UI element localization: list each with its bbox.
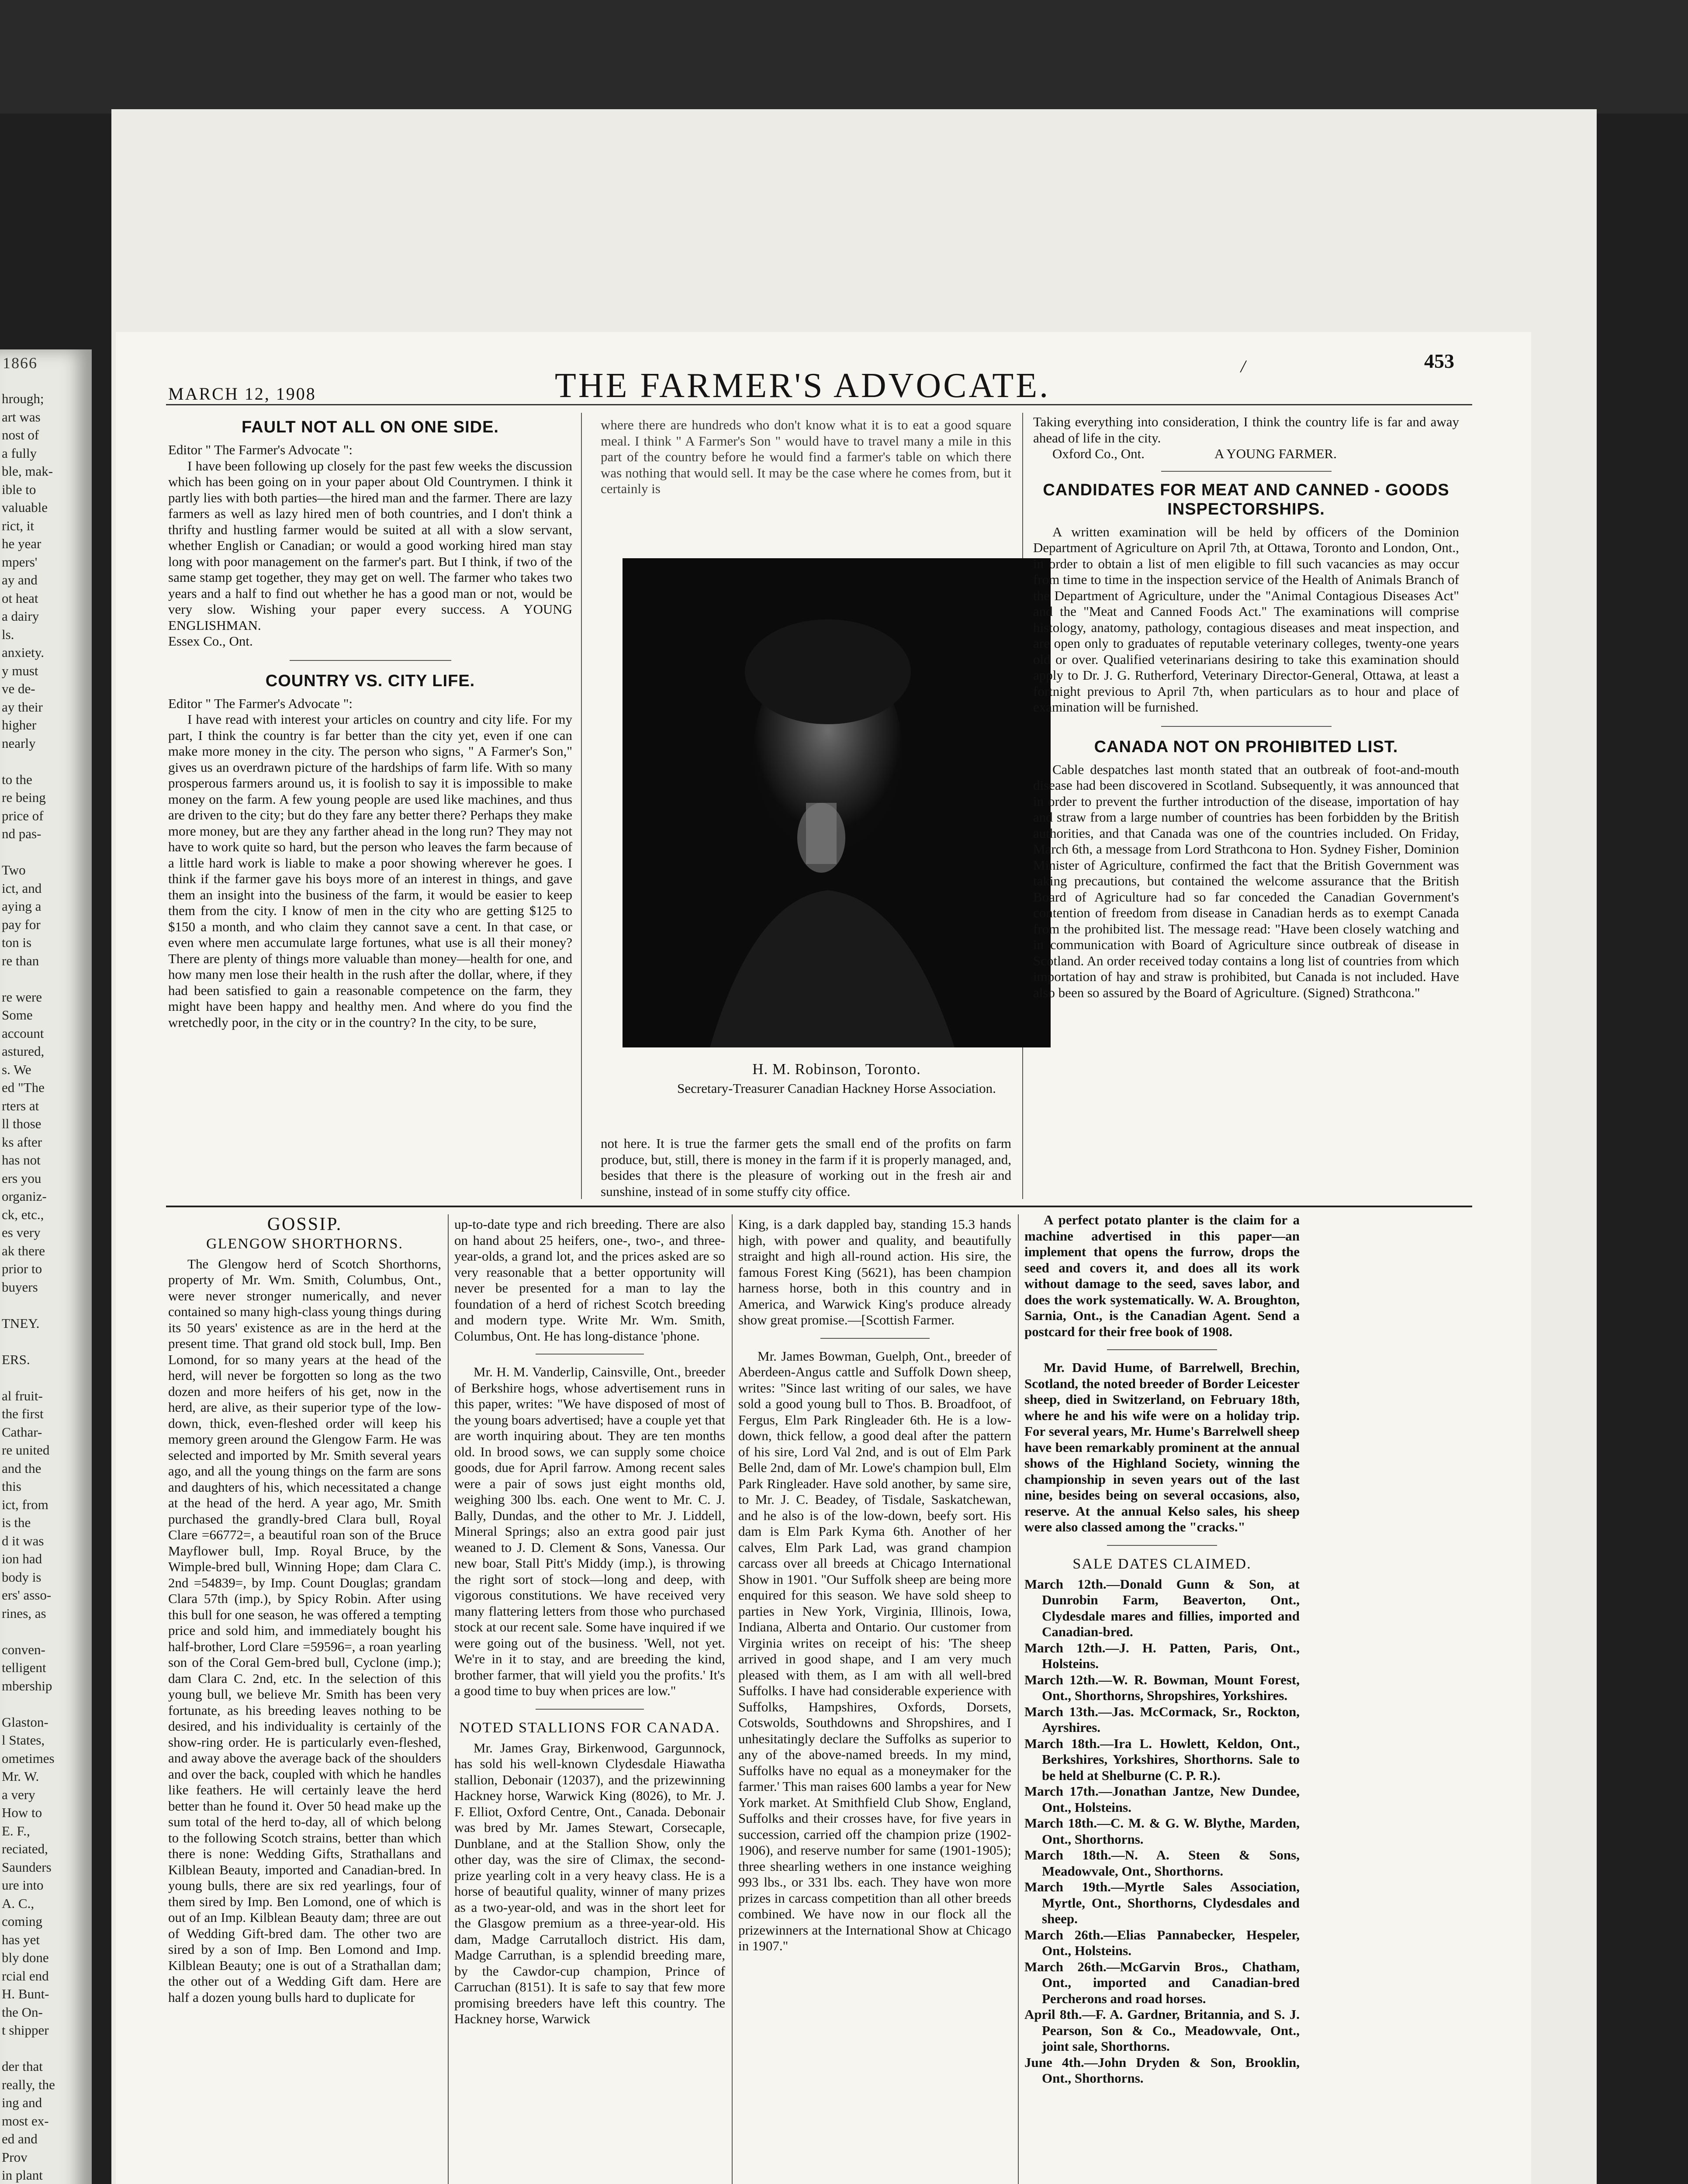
signoff-location: Oxford Co., Ont. [1052,446,1145,461]
previous-page-line [0,1368,92,1387]
previous-page-line: he year [2,536,42,551]
previous-page-line: der that [2,2059,43,2074]
sale-date-item: March 13th.—Jas. McCormack, Sr., Rockton, Ayrshires. [1024,1704,1300,1735]
previous-page-line: higher [2,717,37,733]
previous-page-line: ion had [2,1551,42,1566]
photo-caption-title: Secretary-Treasurer Canadian Hackney Horse Association. [677,1081,996,1096]
column-3-top [1033,414,1459,1001]
previous-page-line: bly done [2,1950,49,1965]
portrait-photo [623,558,1051,1047]
article-title-country: COUNTRY VS. CITY LIFE. [265,671,475,690]
previous-page-line: nd pas- [2,826,42,841]
previous-page-line: ure into [2,1877,44,1893]
column-rule [581,413,582,1199]
article-body: Cable despatches last month stated that an outbreak of foot-and-mouth disease had been discovered in Scotland. Subsequently, it was announced that in order to prevent the further introduction of the disease, importation of hay and straw from a large number of countries has been forbidden by the British authorities, and that Canada was one of the countries included. On Friday, March 6th, a message from Lord Strathcona to Hon. Sydney Fisher, Dominion Minister of Agriculture, confirmed the fact that the British Government was taking precautions, but contained the welcome assurance that the British Board of Agriculture had so far conceded the Canadian Government's contention of freedom from disease in Canadian herds as to exempt Canada from the prohibited list. The message read: "Have been closely watching and in communication with Board of Agriculture since outbreak of disease in Scotland. An order received today contains a long list of countries from which importation of hay and straw is prohibited, but Canada is not included. Have also been so assured by the Board of Agriculture. (Signed) Strathcona." [1033,761,1459,1000]
previous-page-line: mpers' [2,554,38,570]
gossip-body: Mr. David Hume, of Barrelwell, Brechin, Scotland, the noted breeder of Border Leicester sheep, died in Switzerland, on February 18th, where he and his wife were on a holiday trip. For several years, Mr. Hume's Barrelwell sheep have been remarkably prominent at the annual shows of the Highland Society, winning the championship in seven years out of the last nine, besides being on several occasions, also, reserve. At the annual Kelso sales, his sheep were also classed among the "cracks." [1024,1360,1300,1534]
article-conclusion: Taking everything into consideration, I think the country life is far and away ahead of life in the city. [1033,414,1459,446]
article-signoff [1033,446,1459,462]
gossip-body: Mr. H. M. Vanderlip, Cainsville, Ont., breeder of Berkshire hogs, whose advertisement runs in this paper, writes: "We have disposed of most of the young boars advertised; have a couple yet that are worth inquiring about. They are ten months old. In brood sows, we can supply some choice goods, due for April farrow. Among recent sales were a pair of sows just eight months old, weighing 300 lbs. each. One went to Mr. C. J. Bally, Dundas, and the other to Mr. J. Liddell, Mineral Springs; also an extra good pair just weaned to J. D. Clement & Sons, Vanessa. Our new boar, Stall Pitt's Middy (imp.), is throwing the right sort of stock—long and deep, with vigorous constitutions. We have received very many flattering letters from those who purchased stock at our recent sale. Some have inquired if we were going out of the business. 'Well, not yet. We're in it to stay, and are breeding the kind, brother farmer, that will yield you the profits.' It's a good time to buy when prices are low." [454,1364,725,1698]
divider [1107,1349,1217,1350]
divider [536,1709,644,1710]
previous-page-line: rict, it [2,518,35,533]
sale-date-item: March 18th.—N. A. Steen & Sons, Meadowvale, Ont., Shorthorns. [1024,1847,1300,1879]
sale-date-item: March 17th.—Jonathan Jantze, New Dundee, Ont., Holsteins. [1024,1783,1300,1815]
sale-date-item: March 26th.—McGarvin Bros., Chatham, Ont., imported and Canadian-bred Percherons and road horses. [1024,1959,1300,2006]
previous-page-line: nost of [2,427,39,442]
previous-page-line: ak there [2,1243,45,1258]
header-rule [166,404,1472,405]
divider [820,1338,930,1339]
previous-page-line: mbership [2,1678,52,1693]
sales-list [1024,1576,1300,2087]
previous-page-number: 1866 [3,354,38,372]
gossip-body: Mr. James Gray, Birkenwood, Gargunnock, has sold his well-known Clydesdale Hiawatha stallion, Debonair (12037), and the prizewinning Hackney horse, Warwick King (8026), to Mr. J. F. Elliot, Oxford Centre, Ont., Canada. Debonair was bred by Mr. James Stewart, Corsecaple, Dunblane, and at the Stallion Show, only the other day, was the sire of Climax, the second-prize yearling colt in a very heavy class. He is a horse of beautiful quality, winner of many prizes as a two-year-old, and was in the short leet for the Glasgow premium as a three-year-old. His dam, Madge Carrutalloch district. His dam, Madge Carruthan, is a splendid breeding mare, by the Cawdor-cup champion, Prince of Carruchan (8151). It is safe to say that few more promising breeders have left this country. The Hackney horse, Warwick [454,1740,725,2026]
sale-date-item: March 12th.—W. R. Bowman, Mount Forest, Ont., Shorthorns, Shropshires, Yorkshires. [1024,1672,1300,1703]
previous-page-line: A. C., [2,1895,35,1911]
gossip-body: A perfect potato planter is the claim for a machine advertised in this paper—an implement that opens the furrow, drops the seed and covers it, and does all its work without damage to the seed, saves labor, and does the work systematically. W. A. Broughton, Sarnia, Ont., is the Canadian Agent. Send a postcard for their free book of 1908. [1024,1212,1300,1339]
previous-page-line: a fully [2,445,37,461]
sales-title: SALE DATES CLAIMED. [1072,1555,1252,1572]
column-rule [1018,1214,1019,2184]
previous-page-line: ible to [2,481,36,497]
previous-page-line [0,1296,92,1314]
previous-page-line: ict, and [2,880,42,896]
previous-page-line [0,1622,92,1641]
salutation: Editor " The Farmer's Advocate ": [168,442,353,457]
gossip-body: Mr. James Bowman, Guelph, Ont., breeder of Aberdeen-Angus cattle and Suffolk Down sheep, writes: "Since last writing of our sales, we have sold a good young bull to Thos. B. Broadfoot, of Fergus, Elm Park Ringleader 6th. He is a low-down, thick fellow, a good deal after the pattern of his sire, Lord Val 2nd, and is out of Elm Park Belle 2nd, dam of Mr. Lowe's champion bull, Elm Park Ringleader. Have sold another, by same sire, to Mr. J. C. Beadey, of Tisdale, Saskatchewan, and he also is of the low-down, beefy sort. His dam is Elm Park Kyma 6th. Another of her calves, Elm Park Lad, was grand champion carcass over all breeds at Chicago International Show in 1901. "Our Suffolk sheep are being more enquired for this season. We have sold sheep to parties in New York, Virginia, Illinois, Iowa, Indiana, Alberta and Ontario. Our customer from Virginia writes on receipt of his: 'The sheep arrived in good shape, and I am very much pleased with them, as I am with all well-bred Suffolks. I have had considerable experience with Suffolks, Hampshires, Oxfords, Dorsets, Cotswolds, Southdowns and Shropshires, and I unhesitatingly declare the Suffolks as superior to any of the above-named breeds. In my mind, Suffolks have no equal as a moneymaker for the farmer.' This man raises 600 lambs a year for New York market. At Smithfield Club Show, England, Suffolks and their crosses have, for five years in succession, carried off the champion prize (1902-1906), and reserve number for same (1901-1905); three shearling wethers in one instance weighing 993 lbs., or 331 lbs. each. They have won more prizes in carcass competition than all other breeds combined. We have now in our flock all the prizewinners at the International Show at Chicago in 1907." [738,1348,1011,1953]
previous-page-line: ERS. [2,1351,30,1367]
previous-page-line: in plant [2,2167,43,2183]
previous-page-line: Saunders [2,1859,52,1875]
previous-page-line: ks after [2,1134,42,1150]
previous-page-line: rines, as [2,1605,46,1621]
previous-page-line: s. We [2,1061,31,1077]
previous-page-line: aying a [2,898,42,914]
sale-date-item: June 4th.—John Dryden & Son, Brooklin, Ont., Shorthorns. [1024,2054,1300,2086]
previous-page-line: es very [2,1225,41,1240]
previous-page-line: Mr. W. [2,1769,39,1784]
article-title-candidates: CANDIDATES FOR MEAT AND CANNED - GOODS INSPECTORSHIPS. [1043,480,1449,518]
previous-page-line: reciated, [2,1841,48,1856]
article-continuation: not here. It is true the farmer gets the small end of the profits on farm produce, but, still, there is money in the farm if it is properly managed, and, besides that there is the pleasure of working out in the fresh air and sunshine, instead of in some stuffy city office. [601,1136,1011,1199]
previous-page-line: ve de- [2,681,35,696]
previous-page-line: to the [2,771,32,787]
previous-page-line: has not [2,1152,41,1168]
previous-page-line: pay for [2,916,41,932]
previous-page-line: a dairy [2,608,39,624]
previous-page-line: anxiety. [2,645,44,660]
article-body: A written examination will be held by officers of the Dominion Department of Agriculture on April 7th, at Ottawa, Toronto and London, Ont., in order to obtain a list of men eligible to fill such vacancies as may occur from time to time in the inspection service of the Health of Animals Branch of the Department of Agriculture, under the "Animal Contagious Diseases Act" and the "Meat and Canned Foods Act." The examinations will comprise histology, anatomy, pathology, contagious diseases and meat inspection, and are open only to graduates of reputable veterinary colleges, twenty-one years old or over. Qualified veterinarians desiring to take this examination should apply to Dr. J. G. Rutherford, Veterinary Director-General, Ottawa, at least a fortnight previous to April 7th, when particulars as to hour and place of examination will be furnished. [1033,524,1459,715]
previous-page-line: re united [2,1442,50,1458]
salutation: Editor " The Farmer's Advocate ": [168,695,353,711]
previous-page-line [0,843,92,861]
previous-page-line: ict, from [2,1496,48,1512]
previous-page-line: organiz- [2,1189,47,1204]
column-1-top [168,415,572,1030]
previous-page-line: Two [2,862,26,878]
previous-page-line: y must [2,663,38,678]
previous-page-line: body is [2,1569,42,1585]
previous-page-edge [0,349,92,2184]
previous-page-line [0,970,92,988]
divider [1107,1545,1217,1546]
article-location: Essex Co., Ont. [168,633,253,649]
sale-date-item: March 26th.—Elias Pannabecker, Hespeler, Ont., Holsteins. [1024,1927,1300,1958]
previous-page-line: coming [2,1914,42,1929]
previous-page-line: ot heat [2,590,38,606]
previous-page-line: H. Bunt- [2,1986,49,2001]
previous-page-line: E. F., [2,1823,30,1838]
previous-page-line: ay their [2,699,43,715]
previous-page-line: has yet [2,1932,40,1947]
previous-page-line: ometimes [2,1750,55,1766]
previous-page-line: d it was [2,1533,44,1548]
gossip-column-3 [738,1216,1011,1954]
previous-page-line: l States, [2,1732,45,1748]
previous-page-line: art was [2,409,41,425]
previous-page-line: ton is [2,935,32,950]
previous-page-line: TNEY. [2,1315,40,1331]
previous-page-line: the On- [2,2004,43,2020]
previous-page-line: ed and [2,2131,38,2146]
previous-page-line: hrough; [2,391,44,406]
article-title-fault: FAULT NOT ALL ON ONE SIDE. [242,418,499,436]
previous-page-line: al fruit- [2,1388,43,1403]
previous-page-line: re being [2,790,46,805]
previous-page-line: buyers [2,1279,38,1295]
article-body: I have been following up closely for the past few weeks the discussion which has been going on in your paper about Old Countrymen. I think it partly lies with both parties—the hired man and the farmer. There are lazy farmers as well as lazy hired men of both countries, and I don't think a thrifty and hustling farmer would be suited at all with a slow servant, whether English or Canadian; or would a good working hired man stay long with poor management on the farmer's part. But I think, if two of the same stamp get together, they may get on well. The farmer who takes two years and a half to find out whether he has a good man or not, would be very slow. Wishing your paper every success. A YOUNG ENGLISHMAN. [168,458,572,633]
column-rule [448,1214,449,2184]
gossip-body: The Glengow herd of Scotch Shorthorns, property of Mr. Wm. Smith, Columbus, Ont., were never stronger numerically, and never contained so many high-class young things during its 50 years' existence as are in the herd at the present time. That grand old stock bull, Imp. Ben Lomond, for so many years at the head of the herd, will never be forgotten so long as the two dozen and more heifers of his get, now in the herd, are alive, as their superior type of the low-down, thick, even-fleshed order will keep his memory green around the Glengow Farm. He was selected and imported by Mr. Smith several years ago, and all the young things on the farm are sons and daughters of his, which necessitated a change at the head of the herd. A year ago, Mr. Smith purchased the grandly-bred Clara bull, Royal Clare =66772=, a beautiful roan son of the Bruce Mayflower bull, Imp. Royal Bruce, by the Wimple-bred bull, Winning Hope; dam Clara C. 2nd =54839=, by Imp. Count Douglas; grandam Clara 57th (imp.), by Spicy Robin. After using this bull for one season, he was offered a tempting price and sold him, and immediately bought his half-brother, Lord Clare =59596=, a roan yearling son of the Coral Gem-bred bull, Cyclone (imp.); dam Clara C. 2nd, etc. In the selection of this young bull, we believe Mr. Smith has been very fortunate, as his breeding leaves nothing to be desired, and his individuality is certainly of the show-ring order. He is particularly even-fleshed, and away above the average back of the shoulders and over the back, coupled with which he handles like feathers. He will certainly leave the herd better than he found it. Over 50 head make up the sum total of the herd to-day, all of which belong to the following Scotch strains, better than which there is none: Wedding Gifts, Strathallans and Kilblean Beauty, imported and Canadian-bred. In young bulls, there are six red yearlings, four of them sired by Imp. Ben Lomond, one of which is out of an Imp. Kilblean Beauty dam; three are out of Wedding Gift-bred dam. The other two are sired by a son of Imp. Ben Lomond and Imp. Kilblean Beauty; one is out of a Strathallan dam; the other out of a Wedding Gift dam. Here are half a dozen young bulls hard to duplicate for [168,1256,441,2005]
divider [536,1354,644,1355]
section-rule [166,1206,1472,1207]
gossip-body: up-to-date type and rich breeding. There are also on hand about 25 heifers, one-, two-, and three-year-olds, a grand lot, and the prices asked are so very reasonable that a better opportunity will never be presented for a man to lay the foundation of a herd of richest Scotch breeding and modern type. Write Mr. Wm. Smith, Columbus, Ont. He has long-distance 'phone. [454,1216,725,1344]
sale-date-item: March 12th.—J. H. Patten, Paris, Ont., Holsteins. [1024,1640,1300,1671]
previous-page-line: re were [2,989,42,1005]
previous-page-line: a very [2,1787,35,1802]
previous-page-line: Cathar- [2,1424,42,1440]
previous-page-line: really, the [2,2077,55,2092]
gossip-column-1 [168,1216,441,2005]
sale-date-item: March 12th.—Donald Gunn & Son, at Dunrobin Farm, Beaverton, Ont., Clydesdale mares and fillies, imported and Canadian-bred. [1024,1576,1300,1639]
previous-page-line [0,2039,92,2058]
previous-page-line [0,752,92,771]
previous-page-line: ers you [2,1170,42,1186]
previous-page-line: nearly [2,735,36,751]
previous-page-line: rters at [2,1098,39,1113]
stallions-title: NOTED STALLIONS FOR CANADA. [459,1719,720,1736]
previous-page-text [0,390,92,2184]
gossip-column-4 [1024,1212,1300,2087]
previous-page-line: astured, [2,1044,45,1059]
previous-page-line: and the [2,1460,42,1476]
previous-page-line [0,1695,92,1713]
margin-mark: / [1241,356,1246,376]
previous-page-line: Some [2,1007,33,1023]
previous-page-line: prior to [2,1261,42,1276]
previous-page-line: conven- [2,1641,45,1657]
previous-page-line: t shipper [2,2022,49,2038]
previous-page-line: is the [2,1515,31,1530]
previous-page-line: re than [2,953,39,968]
previous-page-line: ay and [2,572,38,587]
column-2-bottom [601,1136,1011,1199]
previous-page-line: Glaston- [2,1714,48,1730]
gossip-subtitle: GLENGOW SHORTHORNS. [206,1235,403,1252]
previous-page-line: account [2,1025,44,1041]
previous-page-line: rcial end [2,1968,49,1984]
sale-date-item: March 18th.—Ira L. Howlett, Keldon, Ont., Berkshires, Yorkshires, Shorthorns. Sale to be held at Shelburne (C. P. R.). [1024,1735,1300,1783]
divider [1161,726,1332,727]
page-number: 453 [1424,350,1454,372]
previous-page-line: ed "The [2,1080,45,1095]
previous-page-line: ble, mak- [2,463,53,479]
previous-page-line: ll those [2,1116,42,1131]
gossip-column-2 [454,1216,725,2027]
previous-page-line: this [2,1479,21,1494]
article-title-canada: CANADA NOT ON PROHIBITED LIST. [1094,737,1398,756]
sale-date-item: March 19th.—Myrtle Sales Association, Myrtle, Ont., Shorthorns, Clydesdales and sheep. [1024,1879,1300,1926]
previous-page-line: the first [2,1406,44,1421]
gossip-body: King, is a dark dappled bay, standing 15.3 hands high, with power and quality, and beautifully straight and high all-round action. His sire, the famous Forest King (5621), has been champion harness horse, both in this country and in America, and Warwick King's produce already show great promise.—[Scottish Farmer. [738,1216,1011,1327]
sale-date-item: March 18th.—C. M. & G. W. Blythe, Marden, Ont., Shorthorns. [1024,1815,1300,1847]
previous-page-line [0,1332,92,1351]
photo-caption-name: H. M. Robinson, Toronto. [752,1061,921,1078]
sale-date-item: April 8th.—F. A. Gardner, Britannia, and S. J. Pearson, Son & Co., Meadowvale, Ont., joint sale, Shorthorns. [1024,2007,1300,2054]
previous-page-line: telligent [2,1660,46,1675]
previous-page-line: valuable [2,500,48,515]
article-body: I have read with interest your articles on country and city life. For my part, I think the country is far better than the city yet, even if one can make more money in the city. The person who signs, " A Farmer's Son," gives us an overdrawn picture of the hardships of farm life. With so many prosperous farmers around us, it is foolish to say it is impossible to make money on the farm. A few young people are used like machines, and thus are driven to the city; but do they fare any better there? Perhaps they make more money, but are they any farther ahead in the long run? They may not have to work quite so hard, but the person who leaves the farm because of a little hard work is liable to make a poor showing wherever he goes. I think if the farmer gave his boys more of an interest in things, and gave them an insight into the business of the farm, it would be easier to keep them from the city. I know of men in the city who are getting $125 to $150 a month, and who claim they cannot save a cent. In that case, or even where men accumulate large fortunes, what use is all their money? There are plenty of things more valuable than money—health for one, and how many men lose their health in the rush after the dollar, where, if they had been satisfied to gain a reasonable competence on the farm, they might have been happy and healthy men. And where do you find the wretchedly poor, in the city or in the country? In the city, to be sure, [168,712,572,1030]
previous-page-line: How to [2,1805,42,1820]
previous-page-line: ers' asso- [2,1587,52,1603]
previous-page-line: most ex- [2,2113,49,2129]
previous-page-line: ck, etc., [2,1206,44,1222]
film-border-top [0,0,1688,114]
divider [290,660,451,661]
signoff-name: A YOUNG FARMER. [1214,446,1337,461]
previous-page-line: Prov [2,2149,28,2165]
gossip-title: GOSSIP. [267,1214,342,1234]
divider [1161,471,1332,472]
article-continuation: where there are hundreds who don't know what it is to eat a good square meal. I think " A Farmer's Son " would have to travel many a mile in this part of the country before he would find a farmer's table on which there was nothing that would sell. It may be the case where he comes from, but it certainly is [601,417,1011,496]
previous-page-line: ing and [2,2095,42,2110]
masthead-title: THE FARMER'S ADVOCATE. [555,366,1051,405]
issue-date: MARCH 12, 1908 [168,384,316,404]
column-2-top [601,417,1011,497]
previous-page-line: price of [2,808,44,823]
previous-page-line: ls. [2,626,14,642]
portrait-figure [623,558,1051,1047]
column-rule [732,1214,733,2184]
